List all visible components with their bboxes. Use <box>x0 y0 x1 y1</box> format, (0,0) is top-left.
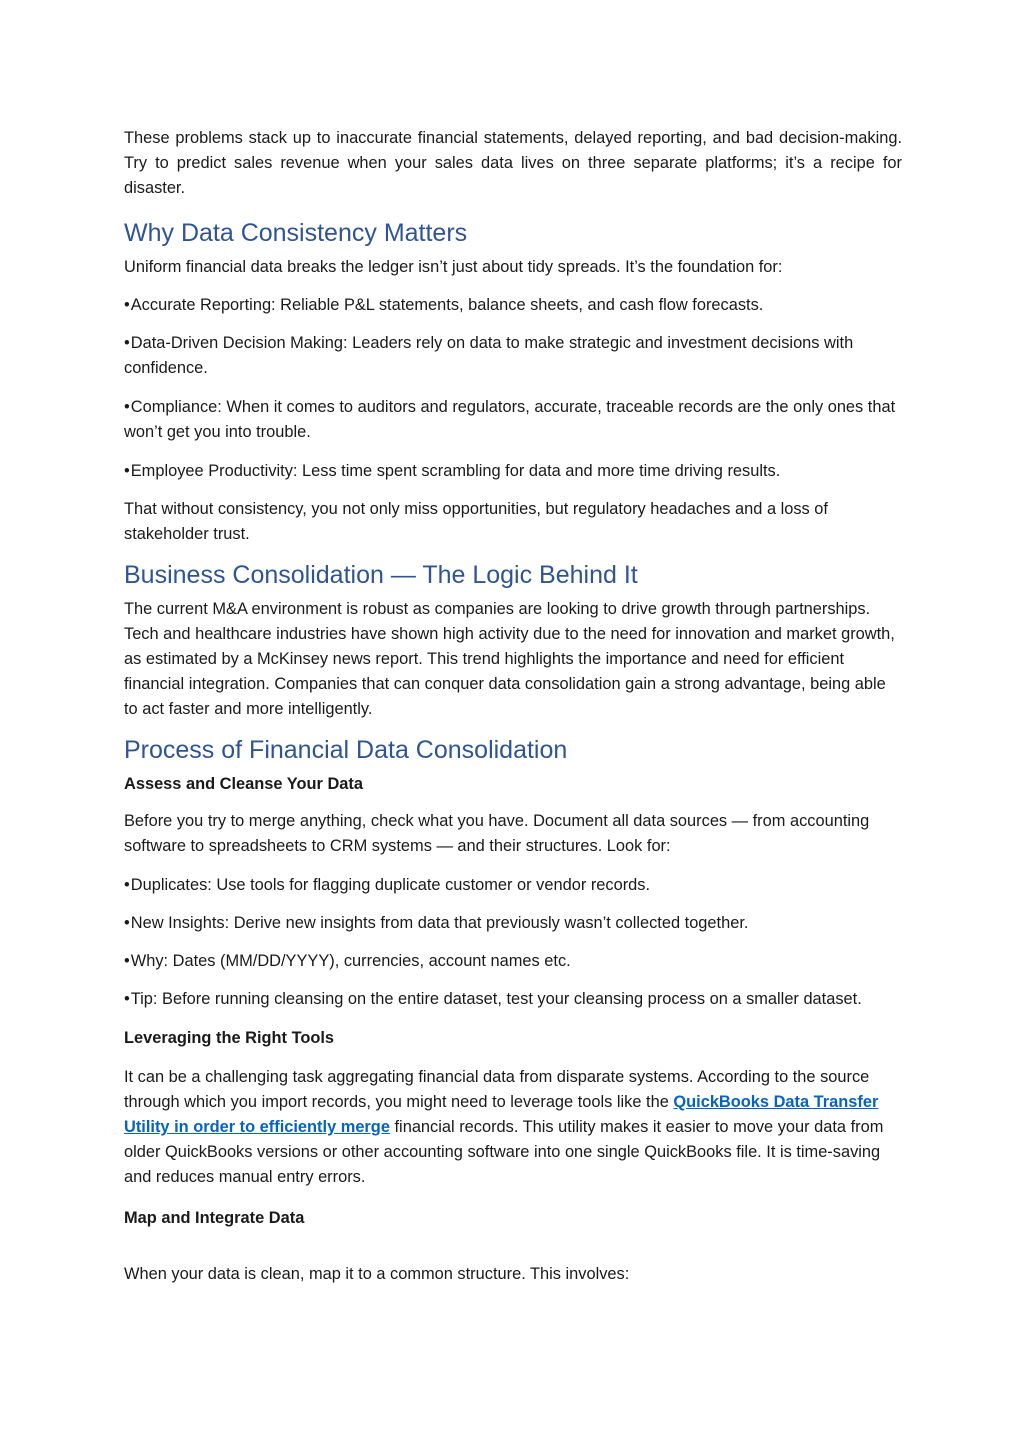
bullet-compliance: • Compliance: When it comes to auditors and regulators, accurate, traceable records are the only ones that won’t get you into trouble. <box>124 395 902 445</box>
document-page <box>124 126 902 1287</box>
bullet-duplicates: • Duplicates: Use tools for flagging duplicate customer or vendor records. <box>124 873 902 898</box>
heading-business-consolidation: Business Consolidation — The Logic Behind It <box>124 561 638 589</box>
assess-paragraph: Before you try to merge anything, check what you have. Document all data sources — from accounting software to spreadsheets to CRM systems — and their structures. Look for: <box>124 812 870 855</box>
bullet-new-insights: • New Insights: Derive new insights from data that previously wasn’t collected together. <box>124 911 902 936</box>
subheading-assess-and-cleanse: Assess and Cleanse Your Data <box>124 775 363 793</box>
consolidation-paragraph: The current M&A environment is robust as companies are looking to drive growth through partnerships. Tech and healthcare industries have shown high activity due to the need for innovation and market growth, as estimated by a McKinsey news report. This trend highlights the importance and need for efficient financial integration. Companies that can conquer data consolidation gain a strong advantage, being able to act faster and more intelligently. <box>124 600 895 718</box>
subheading-leveraging-tools: Leveraging the Right Tools <box>124 1029 335 1047</box>
heading-why-data-consistency: Why Data Consistency Matters <box>124 219 468 247</box>
tools-paragraph <box>124 1065 902 1190</box>
intro-paragraph: These problems stack up to inaccurate financial statements, delayed reporting, and bad decision-making. Try to predict sales revenue when your sales data lives on three separate platforms; it’s a recipe for disaster. <box>124 129 902 197</box>
subheading-map-and-integrate: Map and Integrate Data <box>124 1209 305 1227</box>
consistency-lead-paragraph: Uniform financial data breaks the ledger isn’t just about tidy spreads. It’s the foundation for: <box>124 258 783 276</box>
bullet-accurate-reporting: • Accurate Reporting: Reliable P&L statements, balance sheets, and cash flow forecasts. <box>124 293 902 318</box>
heading-process-of-consolidation: Process of Financial Data Consolidation <box>124 736 568 764</box>
tools-text-after-link: financial records. This utility makes it easier to move your data from older QuickBooks versions or other accounting software into one single QuickBooks file. It is time-saving and reduces manual entry errors. <box>124 1118 884 1186</box>
bullet-tip: • Tip: Before running cleansing on the entire dataset, test your cleansing process on a smaller dataset. <box>124 987 902 1012</box>
bullet-employee-productivity: • Employee Productivity: Less time spent scrambling for data and more time driving results. <box>124 459 902 484</box>
tools-text-before-link: It can be a challenging task aggregating financial data from disparate systems. According to the source through which you import records, you might need to leverage tools like the <box>124 1068 870 1111</box>
bullet-why-formats: • Why: Dates (MM/DD/YYYY), currencies, account names etc. <box>124 949 902 974</box>
map-paragraph: When your data is clean, map it to a common structure. This involves: <box>124 1265 630 1283</box>
quickbooks-data-transfer-link[interactable]: QuickBooks Data Transfer Utility in order to efficiently merge <box>124 1093 879 1136</box>
bullet-data-driven-decisions: • Data-Driven Decision Making: Leaders rely on data to make strategic and investment decisions with confidence. <box>124 331 902 381</box>
consistency-closing-paragraph: That without consistency, you not only miss opportunities, but regulatory headaches and a loss of stakeholder trust. <box>124 500 828 543</box>
